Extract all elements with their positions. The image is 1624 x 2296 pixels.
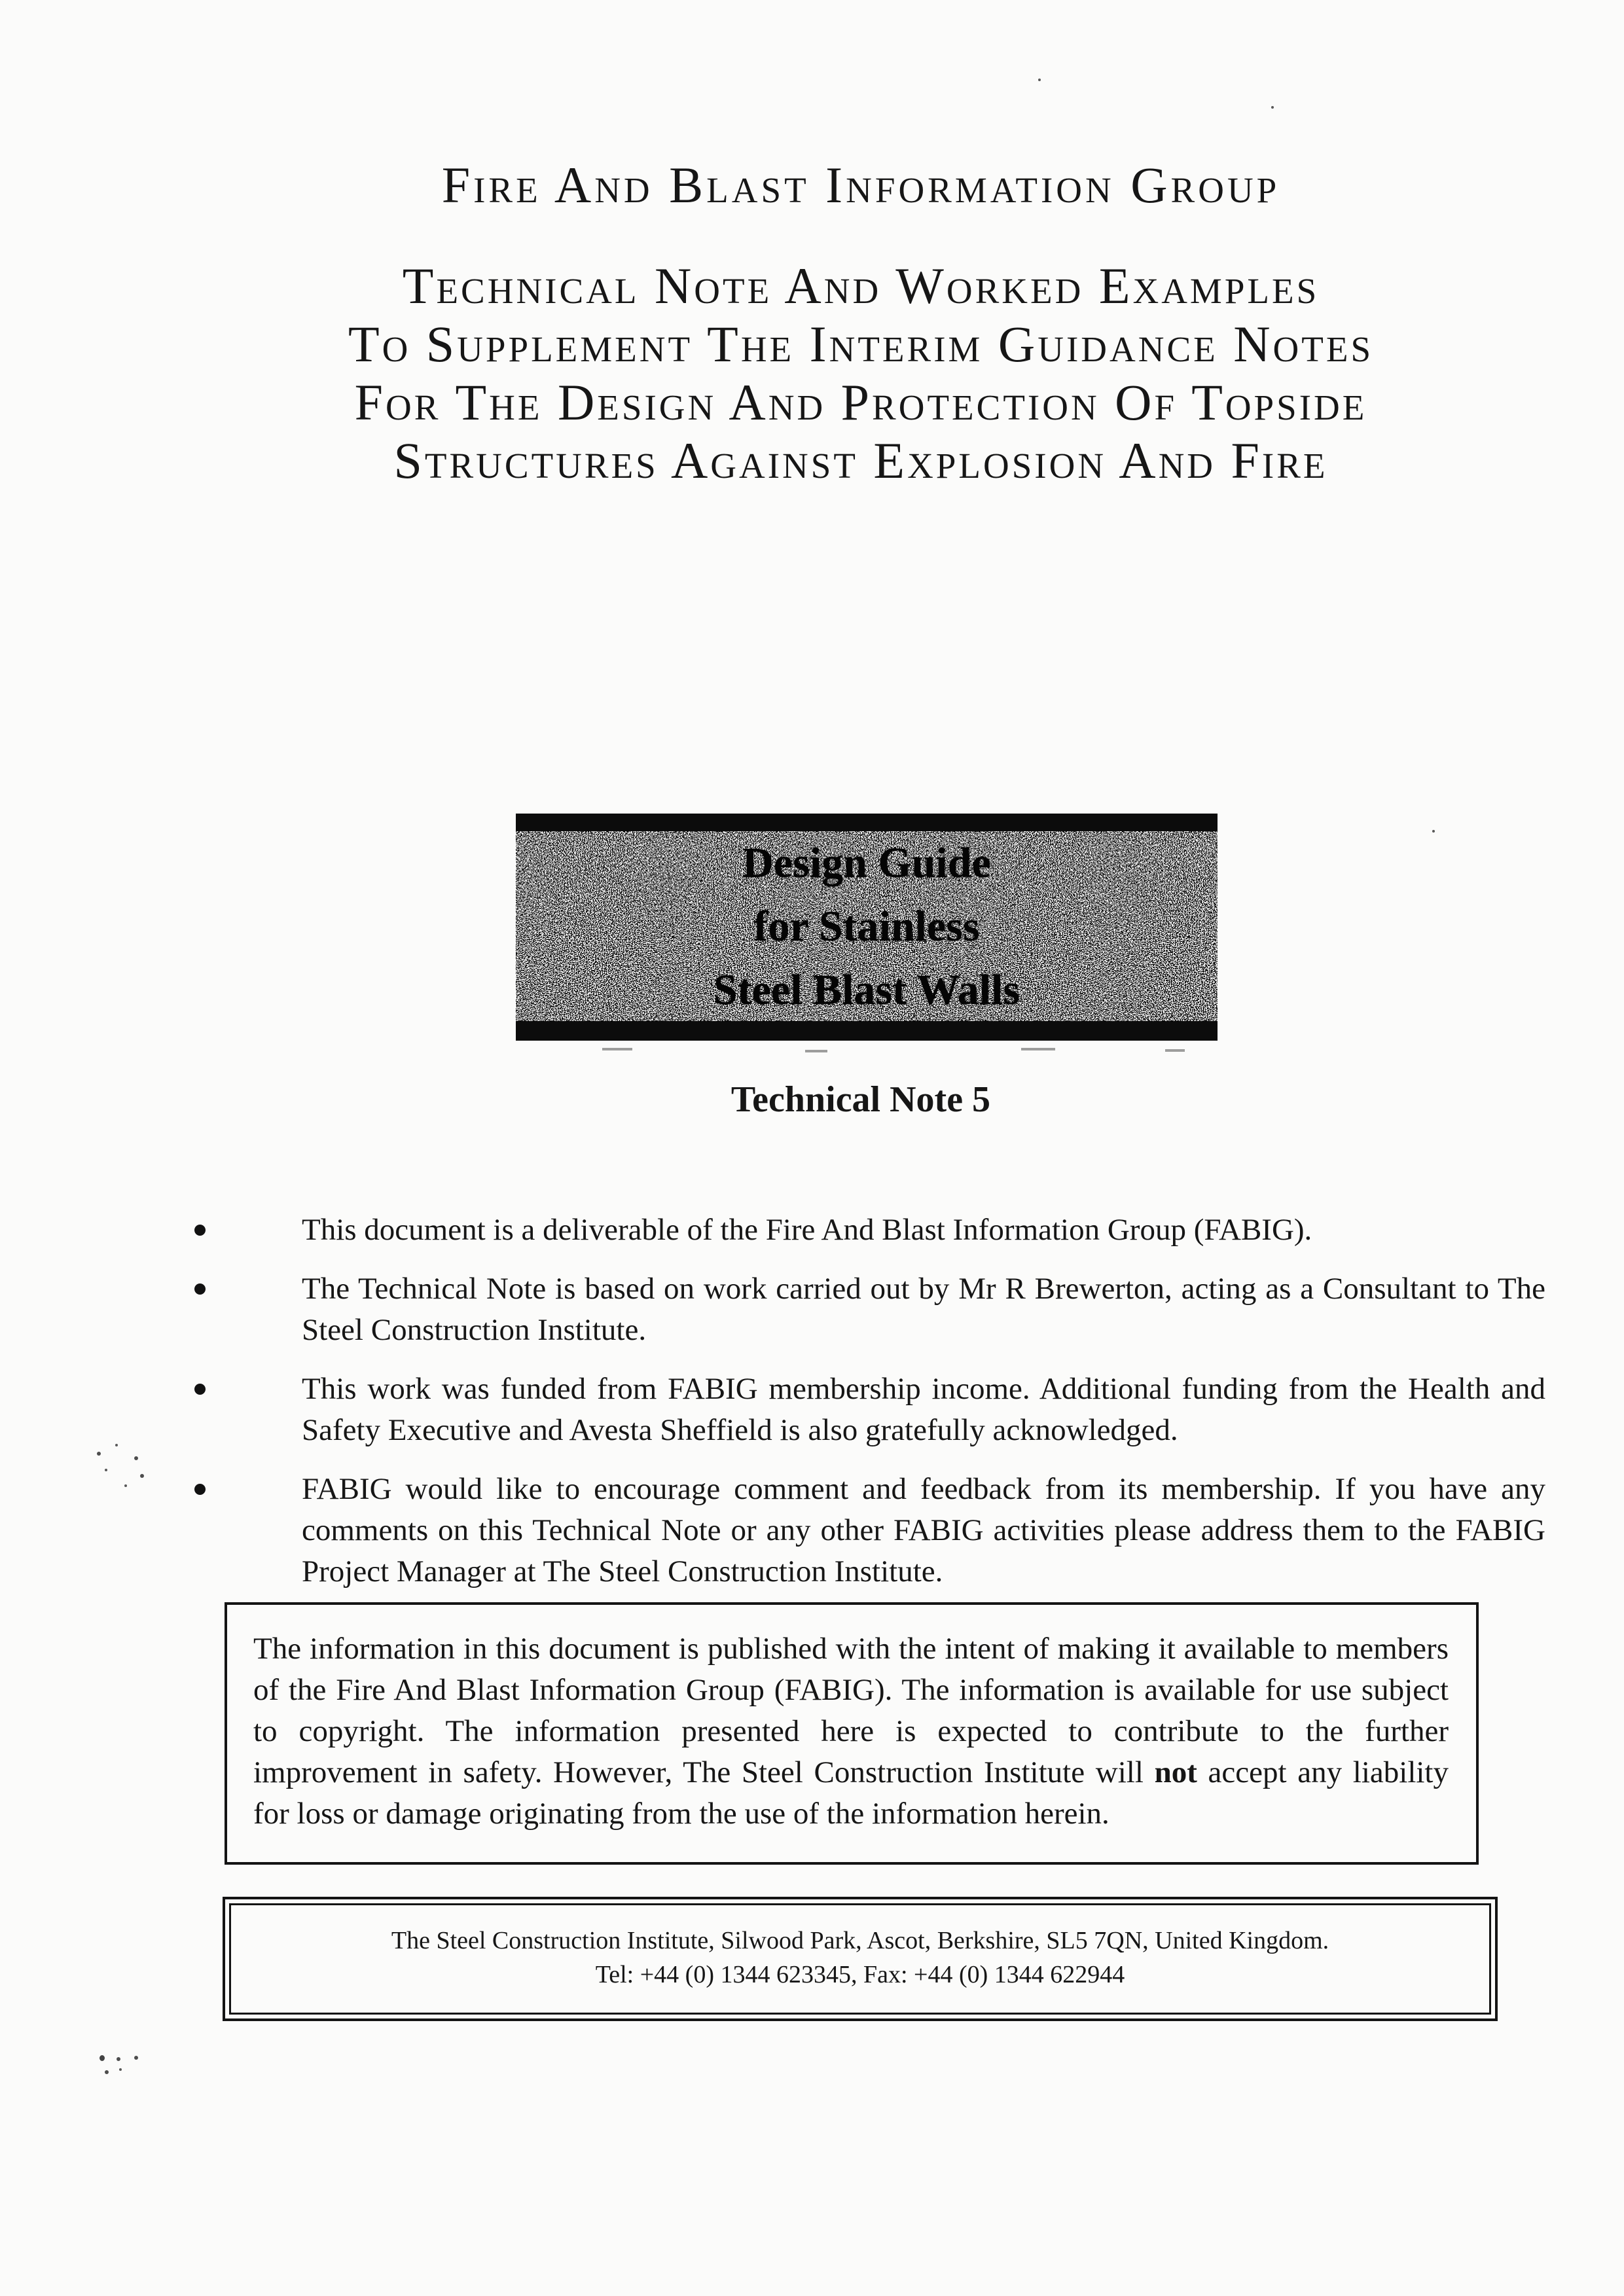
main-title-line-2: To Supplement The Interim Guidance Notes (348, 315, 1374, 372)
bullet-text: FABIG would like to encourage comment and feedback from its membership. If you have any comments on this Technical Note or any other FABIG activities please address them to the FABIG Project Manager at The Steel Construction Institute. (302, 1472, 1545, 1588)
list-item (193, 1210, 1545, 1251)
main-title (229, 257, 1492, 490)
bullet-dot-icon (194, 1225, 206, 1236)
organisation-title: Fire And Blast Information Group (441, 156, 1280, 213)
publisher-contact: Tel: +44 (0) 1344 623345, Fax: +44 (0) 1344 622944 (595, 1961, 1125, 1988)
disclaimer-text-before: The information in this document is published with the intent of making it available to members of the Fire And Blast Information Group (FABIG). The information is available for use subject to copyright. The information presented here is expected to contribute to the further improvement in safety. However, The Steel Construction Institute will (253, 1632, 1449, 1789)
scan-speck (97, 1452, 101, 1456)
list-item (193, 1469, 1545, 1592)
scan-dash (805, 1050, 827, 1052)
publisher-address: The Steel Construction Institute, Silwood Park, Ascot, Berkshire, SL5 7QN, United Kingdom. (391, 1927, 1329, 1954)
publisher-footer-inner (229, 1903, 1491, 2015)
design-guide-banner (516, 814, 1218, 1041)
scan-speck (134, 2056, 138, 2060)
scan-speck (124, 1484, 127, 1487)
disclaimer-box (225, 1602, 1479, 1865)
scan-speck (119, 2068, 122, 2071)
main-title-line-1: Technical Note And Worked Examples (402, 257, 1320, 314)
scan-speck (105, 2070, 109, 2074)
banner-bottom-bar (516, 1021, 1218, 1041)
main-title-line-4: Structures Against Explosion And Fire (393, 432, 1328, 489)
bullet-dot-icon (194, 1484, 206, 1495)
disclaimer-text-after: accept any liability for loss or damage originating from the use of the information herein. (253, 1755, 1449, 1831)
scan-speck (1432, 830, 1435, 833)
scan-speck (99, 2055, 105, 2061)
bullet-dot-icon (194, 1283, 206, 1295)
scan-speck (140, 1474, 144, 1478)
scan-dash (1021, 1048, 1055, 1050)
scan-dash (1165, 1049, 1185, 1052)
banner-line-2: for Stainless (753, 902, 980, 950)
banner-top-bar (516, 814, 1218, 831)
banner-line-1: Design Guide (742, 838, 991, 887)
scan-dash (602, 1048, 632, 1050)
banner-line-3: Steel Blast Walls (713, 965, 1020, 1014)
scan-speck (1038, 79, 1041, 81)
bullet-text: This work was funded from FABIG membership income. Additional funding from the Health and Safety Executive and Avesta Sheffield is also gratefully acknowledged. (302, 1372, 1545, 1447)
disclaimer-bold-word: not (1154, 1755, 1197, 1789)
bullet-text: This document is a deliverable of the Fire And Blast Information Group (FABIG). (302, 1213, 1312, 1247)
bullet-dot-icon (194, 1384, 206, 1395)
main-title-line-3: For The Design And Protection Of Topside (354, 374, 1367, 431)
scan-speck (134, 1456, 138, 1460)
scan-speck (117, 2057, 120, 2061)
bullet-list (193, 1210, 1545, 1592)
banner-text (516, 831, 1218, 1021)
scan-speck (1271, 106, 1274, 109)
technical-note-label: Technical Note 5 (731, 1079, 991, 1120)
publisher-footer-box (223, 1897, 1498, 2021)
scan-speck (115, 1444, 118, 1446)
list-item (193, 1268, 1545, 1351)
list-item (193, 1369, 1545, 1451)
scan-speck (105, 1469, 107, 1471)
bullet-text: The Technical Note is based on work carried out by Mr R Brewerton, acting as a Consultant to The Steel Construction Institute. (302, 1272, 1545, 1347)
